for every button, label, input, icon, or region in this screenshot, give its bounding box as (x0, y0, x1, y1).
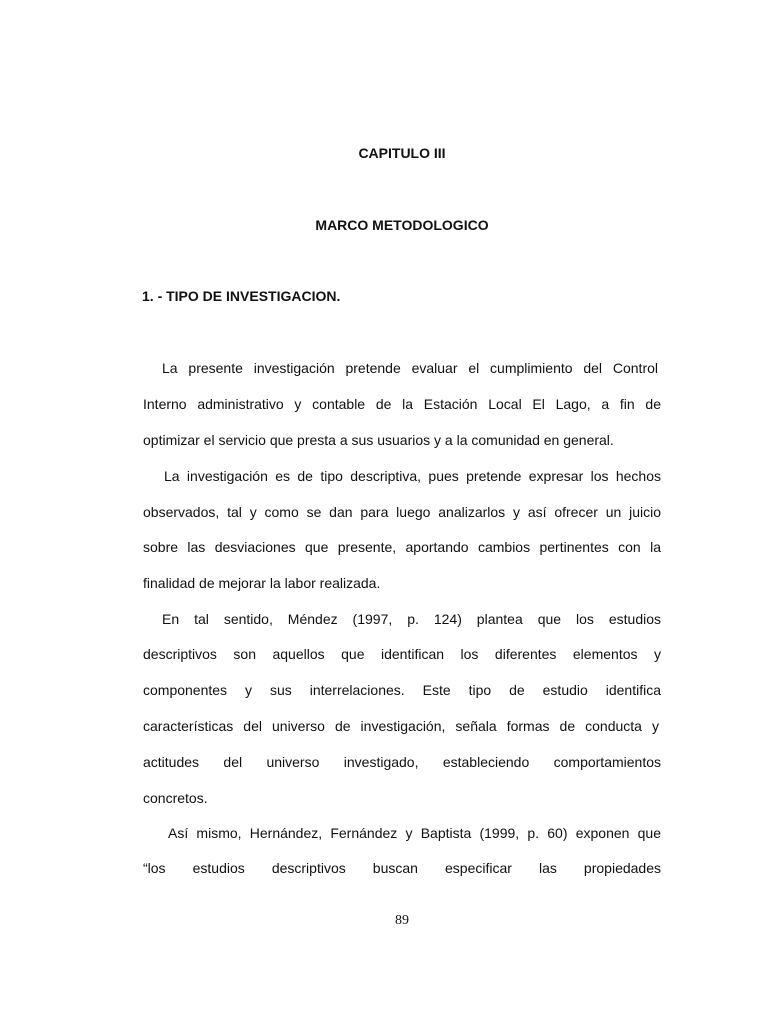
paragraph-line: La investigación es de tipo descriptiva, pues pretende expresar los hechos (164, 468, 661, 484)
paragraph-line: actitudes del universo investigado, estableciendo comportamientos (143, 754, 661, 770)
paragraph-line: En tal sentido, Méndez (1997, p. 124) plantea que los estudios (162, 611, 661, 627)
paragraph-line: optimizar el servicio que presta a sus usuarios y a la comunidad en general. (143, 432, 614, 448)
page-number: 89 (395, 913, 409, 928)
paragraph-line: características del universo de investigación, señala formas de conducta y (143, 718, 659, 734)
paragraph-line: sobre las desviaciones que presente, aportando cambios pertinentes con la (143, 539, 661, 555)
paragraph-line: Interno administrativo y contable de la Estación Local El Lago, a fin de (143, 396, 661, 412)
paragraph-line: finalidad de mejorar la labor realizada. (143, 575, 381, 591)
paragraph-line: descriptivos son aquellos que identifican los diferentes elementos y (143, 646, 661, 662)
paragraph-line: La presente investigación pretende evaluar el cumplimiento del Control (162, 360, 658, 376)
chapter-title: CAPITULO III (358, 145, 446, 161)
subsection-title: 1. - TIPO DE INVESTIGACION. (142, 288, 341, 304)
paragraph-line: Así mismo, Hernández, Fernández y Baptista (1999, p. 60) exponen que (168, 825, 661, 841)
paragraph-line: concretos. (143, 790, 208, 806)
section-title: MARCO METODOLOGICO (315, 217, 489, 233)
paragraph-line: “los estudios descriptivos buscan especificar las propiedades (143, 860, 661, 876)
paragraph-line: observados, tal y como se dan para luego analizarlos y así ofrecer un juicio (143, 504, 661, 520)
paragraph-line: componentes y sus interrelaciones. Este tipo de estudio identifica (143, 682, 661, 698)
